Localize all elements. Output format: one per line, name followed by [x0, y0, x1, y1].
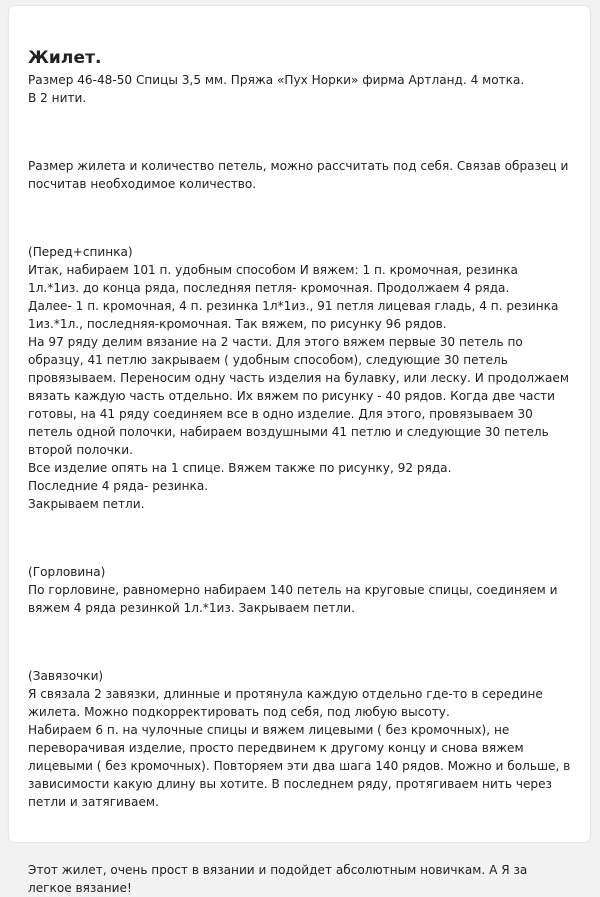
text-paragraph: Набираем 6 п. на чулочные спицы и вяжем лицевыми ( без кромочных), не переворачивая изделие, просто передвинем к другому концу и снова вяжем лицевыми ( без кромочных). Повторяем эти два шага 140 рядов. Можно и больше, в зависимости какую длину вы хотите. В последнем ряду, протягиваем нить через петли и затягиваем.: [28, 723, 571, 809]
text-paragraph: Последние 4 ряда- резинка.: [28, 479, 209, 493]
blank-line: [28, 529, 572, 547]
text-paragraph: Размер жилета и количество петель, можно рассчитать под себя. Связав образец и посчитав необходимое количество.: [28, 159, 569, 191]
text-paragraph: На 97 ряду делим вязание на 2 части. Для этого вяжем первые 30 петель по образцу, 41 петлю закрываем ( удобным способом), следующие 30 петель провязываем. Переносим одну часть изделия на булавку, или леску. И продолжаем вязать каждую часть отдельно. Их вяжем по рисунку - 40 рядов. Когда две части готовы, на 41 ряду соединяем все в одно изделие. Для этого, провязываем 30 петель одной полочки, набираем воздушными 41 петлю и следующие 30 петель второй полочки.: [28, 335, 569, 457]
text-paragraph: Все изделие опять на 1 спице. Вяжем также по рисунку, 92 ряда.: [28, 461, 452, 475]
document-page: [9, 6, 590, 895]
text-paragraph: (Завязочки): [28, 669, 104, 683]
document-title: Жилет.: [28, 48, 102, 68]
document-body: [28, 71, 572, 897]
text-paragraph: (Перед+спинка): [28, 245, 133, 259]
blank-line: [28, 209, 572, 227]
blank-line: [28, 123, 572, 141]
text-paragraph: Итак, набираем 101 п. удобным способом И вяжем: 1 п. кромочная, резинка 1л.*1из. до конца ряда, последняя петля- кромочная. Продолжаем 4 ряда.: [28, 263, 518, 295]
text-paragraph: Далее- 1 п. кромочная, 4 п. резинка 1л*1из., 91 петля лицевая гладь, 4 п. резинка 1из.*1л., последняя-кромочная. Так вяжем, по рисунку 96 рядов.: [28, 299, 559, 331]
blank-line: [28, 633, 572, 651]
blank-line: [28, 827, 572, 845]
text-paragraph: По горловине, равномерно набираем 140 петель на круговые спицы, соединяем и вяжем 4 ряда резинкой 1л.*1из. Закрываем петли.: [28, 583, 558, 615]
text-paragraph: Этот жилет, очень прост в вязании и подойдет абсолютным новичкам. А Я за легкое вязание!: [28, 863, 528, 895]
text-paragraph: В 2 нити.: [28, 91, 87, 105]
text-paragraph: Закрываем петли.: [28, 497, 145, 511]
text-paragraph: Я связала 2 завязки, длинные и протянула каждую отдельно где-то в середине жилета. Можно подкорректировать под себя, под любую высоту.: [28, 687, 543, 719]
text-paragraph: (Горловина): [28, 565, 106, 579]
text-paragraph: Размер 46-48-50 Спицы 3,5 мм. Пряжа «Пух Норки» фирма Артланд. 4 мотка.: [28, 73, 525, 87]
